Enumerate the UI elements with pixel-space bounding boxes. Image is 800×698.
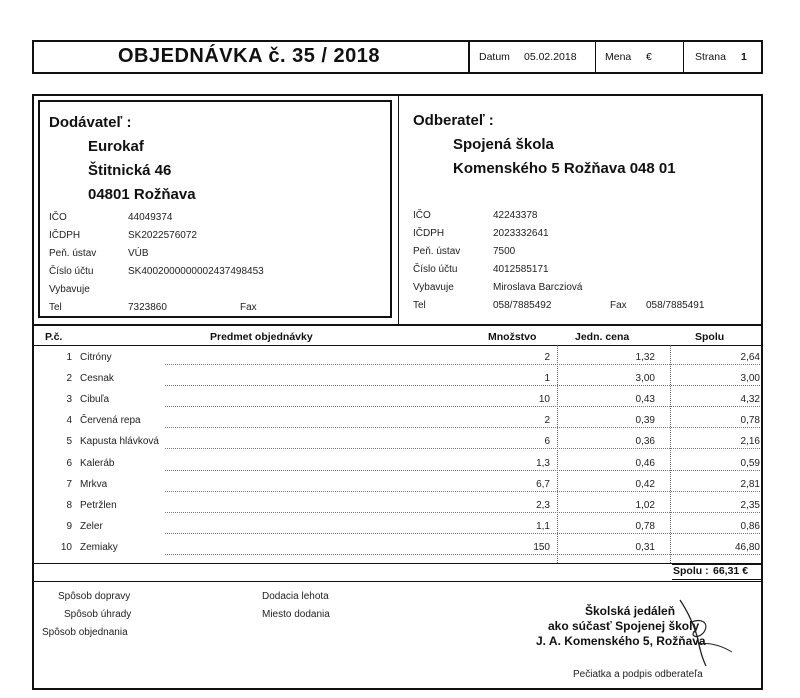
row-unit-price: 1,32 — [635, 352, 655, 363]
row-leader-line — [165, 406, 760, 407]
customer-fax-label: Fax — [610, 300, 627, 311]
row-item: Kaleráb — [80, 458, 115, 469]
col-divider — [557, 345, 559, 563]
order-title: OBJEDNÁVKA č. 35 / 2018 — [118, 45, 380, 67]
supplier-ico-label: IČO — [49, 212, 67, 223]
parties-divider — [398, 94, 399, 324]
supplier-account-value: SK4002000000002437498453 — [128, 266, 264, 277]
row-unit-price: 0,78 — [635, 521, 655, 532]
supplier-box — [38, 100, 392, 318]
row-leader-line — [165, 512, 760, 513]
row-item: Cibuľa — [80, 394, 110, 405]
customer-heading: Odberateľ : — [413, 112, 494, 129]
col-divider — [670, 345, 672, 563]
row-item: Petržlen — [80, 500, 117, 511]
row-total: 0,59 — [740, 458, 760, 469]
col-header-no: P.č. — [45, 331, 63, 343]
page-value: 1 — [741, 51, 747, 63]
signature-icon — [640, 592, 750, 672]
row-unit-price: 0,31 — [635, 542, 655, 553]
footer-border — [32, 581, 763, 582]
customer-ico-value: 42243378 — [493, 210, 538, 221]
row-unit-price: 1,02 — [635, 500, 655, 511]
row-qty: 1 — [544, 373, 550, 384]
row-total: 0,86 — [740, 521, 760, 532]
currency-value: € — [646, 51, 652, 63]
row-number: 7 — [66, 479, 72, 490]
col-header-unit-price: Jedn. cena — [575, 331, 630, 343]
row-qty: 6,7 — [536, 479, 550, 490]
supplier-fax-label: Fax — [240, 302, 257, 313]
supplier-tel-label: Tel — [49, 302, 62, 313]
row-qty: 2 — [544, 415, 550, 426]
row-total: 2,81 — [740, 479, 760, 490]
row-qty: 6 — [544, 436, 550, 447]
col-header-qty: Množstvo — [488, 331, 537, 343]
supplier-bank-value: VÚB — [128, 248, 149, 259]
row-total: 2,35 — [740, 500, 760, 511]
customer-name: Spojená škola — [453, 136, 554, 153]
row-qty: 1,1 — [536, 521, 550, 532]
customer-tel-label: Tel — [413, 300, 426, 311]
row-item: Zeler — [80, 521, 103, 532]
row-unit-price: 0,43 — [635, 394, 655, 405]
supplier-name: Eurokaf — [88, 138, 144, 155]
row-total: 46,80 — [734, 542, 760, 553]
supplier-bank-label: Peň. ústav — [49, 248, 97, 259]
supplier-handler-label: Vybavuje — [49, 284, 90, 295]
supplier-tel-value: 7323860 — [128, 302, 167, 313]
row-unit-price: 3,00 — [635, 373, 655, 384]
row-qty: 2 — [544, 352, 550, 363]
transport-label: Spôsob dopravy — [58, 591, 131, 602]
row-item: Červená repa — [80, 415, 141, 426]
customer-bank-label: Peň. ústav — [413, 246, 461, 257]
stamp-line-1: Školská jedáleň — [585, 604, 676, 618]
row-total: 3,00 — [740, 373, 760, 384]
row-qty: 2,3 — [536, 500, 550, 511]
row-leader-line — [165, 364, 760, 365]
customer-icdph-label: IČDPH — [413, 228, 445, 239]
row-total: 0,78 — [740, 415, 760, 426]
row-leader-line — [165, 554, 760, 555]
col-header-total: Spolu — [695, 331, 725, 343]
customer-bank-value: 7500 — [493, 246, 516, 257]
table-bottom-border — [32, 563, 763, 564]
header-divider — [468, 40, 470, 74]
row-number: 9 — [66, 521, 72, 532]
row-number: 2 — [66, 373, 72, 384]
customer-fax-value: 058/7885491 — [646, 300, 705, 311]
customer-address: Komenského 5 Rožňava 048 01 — [453, 160, 676, 177]
customer-account-label: Číslo účtu — [413, 264, 458, 275]
header-divider — [595, 40, 596, 74]
row-leader-line — [165, 470, 760, 471]
stamp-line-2: ako súčasť Spojenej školy — [548, 619, 700, 633]
supplier-city: 04801 Rožňava — [88, 186, 196, 203]
customer-handler-label: Vybavuje — [413, 282, 454, 293]
order-method-label: Spôsob objednania — [42, 627, 128, 638]
row-total: 2,16 — [740, 436, 760, 447]
row-unit-price: 0,42 — [635, 479, 655, 490]
row-qty: 10 — [538, 394, 550, 405]
delivery-place-label: Miesto dodania — [262, 609, 330, 620]
col-header-item: Predmet objednávky — [210, 331, 313, 343]
supplier-street: Štitnická 46 — [88, 162, 172, 179]
delivery-term-label: Dodacia lehota — [262, 591, 329, 602]
sum-label: Spolu : — [673, 565, 709, 577]
row-unit-price: 0,46 — [635, 458, 655, 469]
payment-label: Spôsob úhrady — [64, 609, 132, 620]
row-leader-line — [165, 385, 760, 386]
row-leader-line — [165, 427, 760, 428]
customer-icdph-value: 2023332641 — [493, 228, 549, 239]
row-item: Cesnak — [80, 373, 114, 384]
row-number: 1 — [66, 352, 72, 363]
row-number: 4 — [66, 415, 72, 426]
signature-label: Pečiatka a podpis odberateľa — [573, 669, 703, 680]
row-item: Zemiaky — [80, 542, 118, 553]
table-top-border — [32, 324, 763, 326]
row-item: Mrkva — [80, 479, 108, 490]
customer-ico-label: IČO — [413, 210, 431, 221]
row-leader-line — [165, 448, 760, 449]
row-item: Kapusta hlávková — [80, 436, 159, 447]
row-number: 8 — [66, 500, 72, 511]
row-number: 3 — [66, 394, 72, 405]
row-number: 10 — [60, 542, 72, 553]
row-qty: 150 — [533, 542, 550, 553]
sum-value: 66,31 € — [713, 565, 749, 577]
row-number: 5 — [66, 436, 72, 447]
table-header-border — [32, 345, 763, 346]
supplier-icdph-label: IČDPH — [49, 230, 81, 241]
customer-tel-value: 058/7885492 — [493, 300, 552, 311]
row-leader-line — [165, 491, 760, 492]
row-number: 6 — [66, 458, 72, 469]
row-leader-line — [165, 533, 760, 534]
page-label: Strana — [695, 51, 726, 63]
row-unit-price: 0,39 — [635, 415, 655, 426]
date-label: Datum — [479, 51, 510, 63]
date-value: 05.02.2018 — [524, 51, 577, 63]
supplier-icdph-value: SK2022576072 — [128, 230, 197, 241]
customer-handler-value: Miroslava Barcziová — [493, 282, 583, 293]
currency-label: Mena — [605, 51, 632, 63]
supplier-ico-value: 44049374 — [128, 212, 173, 223]
supplier-account-label: Číslo účtu — [49, 266, 94, 277]
row-total: 4,32 — [740, 394, 760, 405]
customer-account-value: 4012585171 — [493, 264, 549, 275]
row-total: 2,64 — [740, 352, 760, 363]
supplier-heading: Dodávateľ : — [49, 114, 132, 131]
row-item: Citróny — [80, 352, 112, 363]
row-qty: 1,3 — [536, 458, 550, 469]
row-unit-price: 0,36 — [635, 436, 655, 447]
stamp-line-3: J. A. Komenského 5, Rožňava — [536, 634, 706, 648]
header-divider — [683, 40, 684, 74]
